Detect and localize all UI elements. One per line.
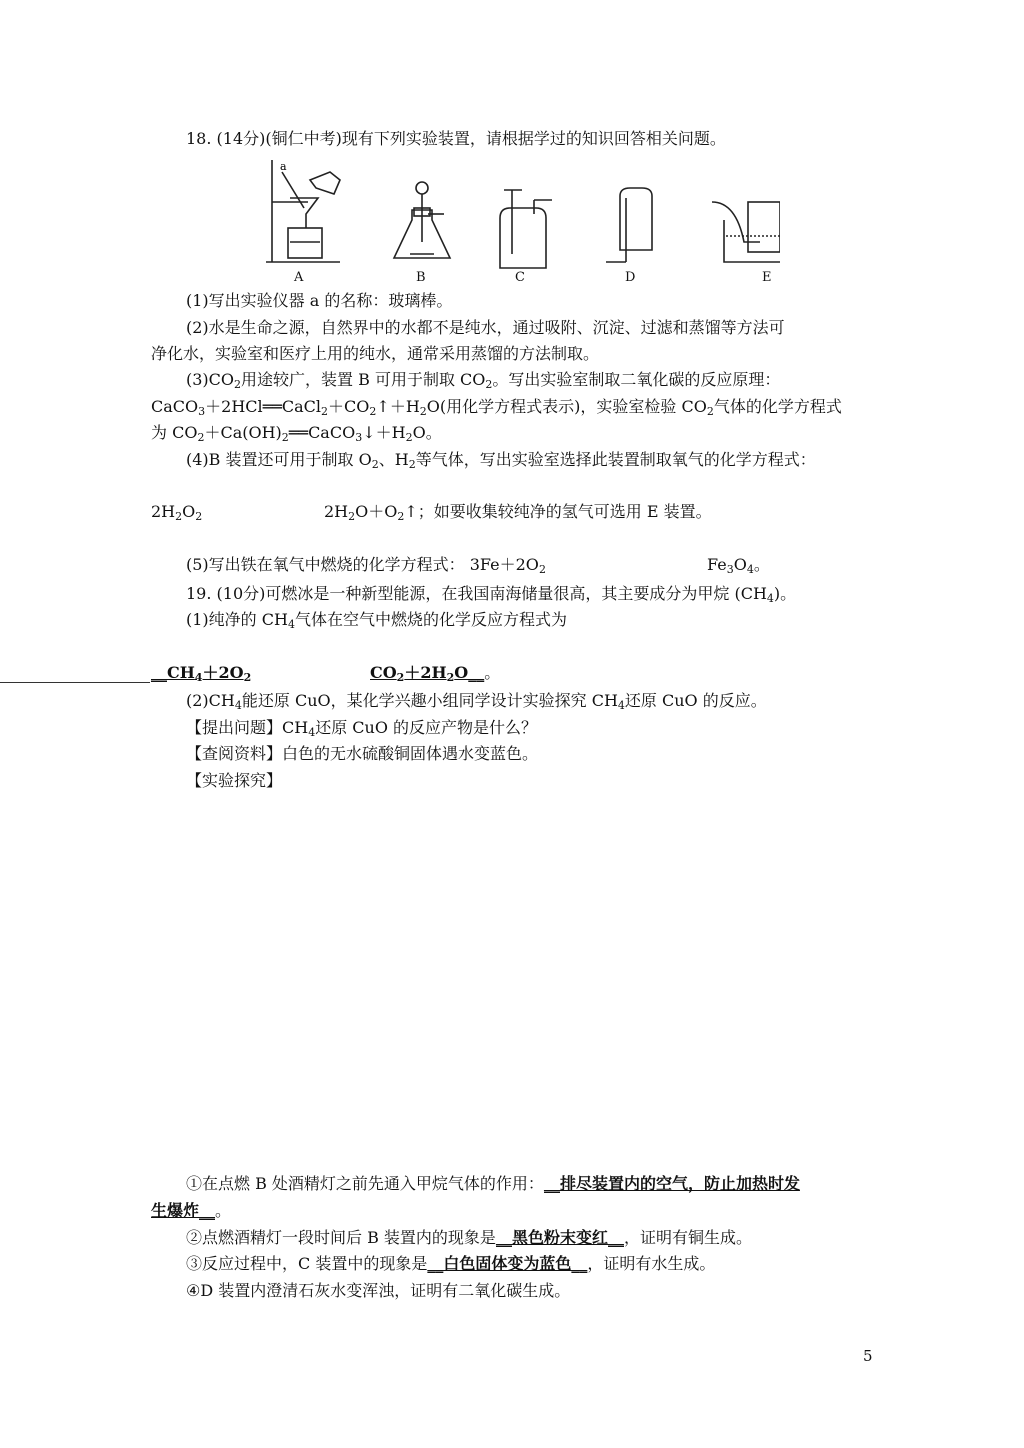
q19-part1: (1)纯净的 $CH_4$气体在空气中燃烧的化学反应方程式为 xyxy=(186,610,567,631)
q18-part5: (5)写出铁在氧气中燃烧的化学方程式： $3Fe+2O_2$ xyxy=(186,555,546,576)
q19-heading: 19. (10分)可燃冰是一种新型能源，在我国南海储量很高，其主要成分为甲烷 $(CH_4)$。 xyxy=(186,584,797,605)
q19-item1-line2: 生爆炸__。 xyxy=(151,1201,232,1220)
q18-part3-line1: $(3)CO_2$用途较广，装置 B 可用于制取 $CO_2$。写出实验室制取二氧化碳的反应原理： xyxy=(186,370,781,391)
q18-part3-line3: 为 $CO_2+Ca(OH)_2══CaCO_3↓+H_2O$。 xyxy=(151,423,442,444)
label-C: C xyxy=(515,270,525,285)
apparatus-e-trough xyxy=(712,202,780,262)
label-A: A xyxy=(294,270,304,285)
q19-item4: ④D 装置内澄清石灰水变浑浊，证明有二氧化碳生成。 xyxy=(186,1281,571,1300)
q18-part4-eq-left: $2H_2O_2$ xyxy=(151,502,203,523)
apparatus-c-bottle xyxy=(500,190,552,268)
label-a: a xyxy=(280,160,287,173)
q18-part4-line1: (4)B 装置还可用于制取 $O_2$、$H_2$等气体，写出实验室选择此装置制取氧气的化学方程式： xyxy=(186,450,816,471)
q18-part5-product: $Fe_3O_4$。 xyxy=(707,555,770,576)
margin-rule xyxy=(0,682,150,683)
label-E: E xyxy=(762,270,772,285)
q18-part2-line1: (2)水是生命之源，自然界中的水都不是纯水，通过吸附、沉淀、过滤和蒸馏等方法可 xyxy=(186,318,785,337)
label-D: D xyxy=(625,270,636,285)
apparatus-a-filtration xyxy=(266,160,340,262)
q19-item1-line1: ①在点燃 B 处酒精灯之前先通入甲烷气体的作用：__排尽装置内的空气，防止加热时发 xyxy=(186,1174,800,1193)
q19-item3: ③反应过程中，C 装置中的现象是__白色固体变为蓝色__，证明有水生成。 xyxy=(186,1254,716,1273)
q19-eq-left: $\_\_CH_4+2O_2$ xyxy=(151,663,252,684)
q19-explore-heading: 【实验探究】 xyxy=(186,771,283,790)
q18-part1: (1)写出实验仪器 a 的名称：玻璃棒。 xyxy=(186,291,453,310)
q18-heading: 18. (14分)(铜仁中考)现有下列实验装置，请根据学过的知识回答相关问题。 xyxy=(186,129,726,148)
label-B: B xyxy=(416,270,426,285)
q19-question: 【提出问题】$CH_4$还原 CuO 的反应产物是什么？ xyxy=(186,718,538,739)
q18-part4-eq-right: $2H_2O+O_2↑$；如要收集较纯净的氢气可选用 E 装置。 xyxy=(324,502,712,523)
page-number: 5 xyxy=(863,1347,873,1365)
q18-part2-line2: 净化水，实验室和医疗上用的纯水，通常采用蒸馏的方法制取。 xyxy=(151,344,600,363)
q19-eq-right: $CO_2+2H_2O\_\_$。 xyxy=(370,663,501,684)
q19-item2: ②点燃酒精灯一段时间后 B 装置内的现象是__黑色粉末变红__，证明有铜生成。 xyxy=(186,1228,752,1247)
q19-part2: $(2)CH_4$能还原 CuO，某化学兴趣小组同学设计实验探究 $CH_4$还原 CuO 的反应。 xyxy=(186,691,767,712)
apparatus-d-collection xyxy=(606,188,652,262)
apparatus-figure xyxy=(260,158,780,288)
q18-part3-line2: $CaCO_3+2HCl══CaCl_2+CO_2↑+H_2O$(用化学方程式表示)，实验室检验 $CO_2$气体的化学方程式 xyxy=(151,397,842,418)
q19-reference: 【查阅资料】白色的无水硫酸铜固体遇水变蓝色。 xyxy=(186,744,539,763)
apparatus-b-flask xyxy=(394,182,450,258)
